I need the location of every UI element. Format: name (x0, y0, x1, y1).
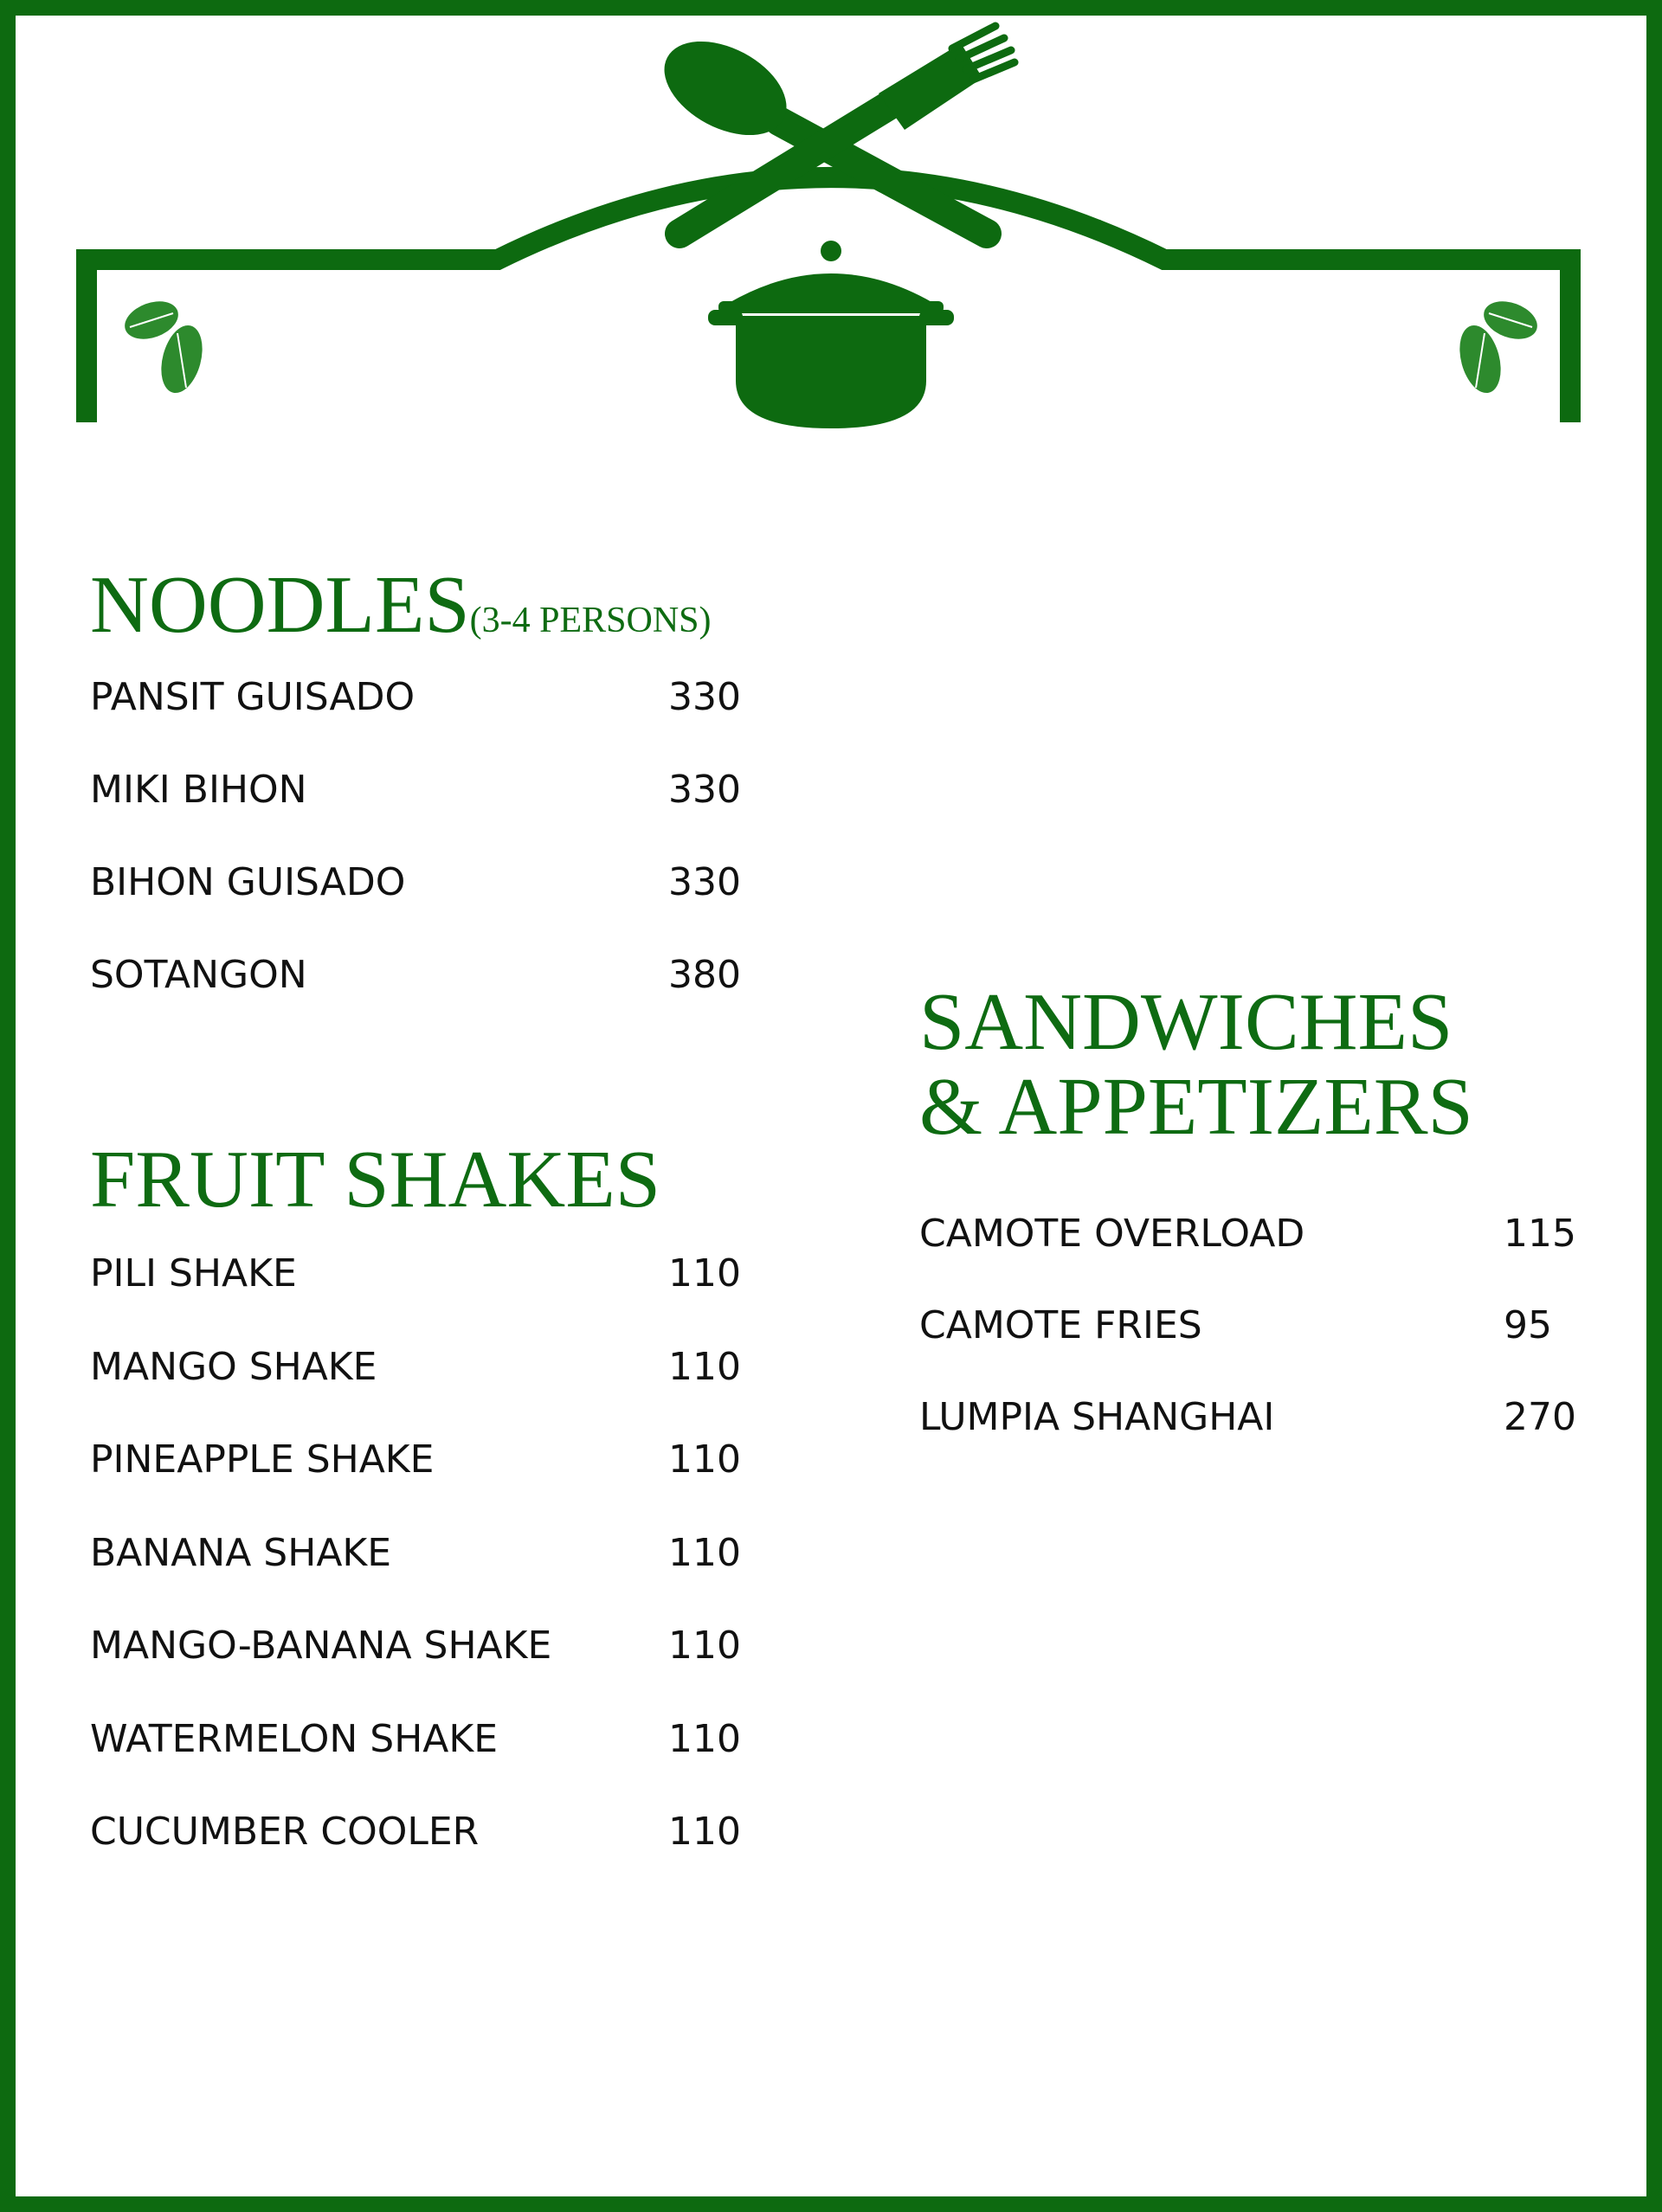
menu-item-name: CAMOTE OVERLOAD (919, 1212, 1305, 1256)
menu-item-price: 115 (1504, 1212, 1576, 1256)
menu-item-price: 110 (668, 1251, 741, 1296)
menu-item-price: 95 (1504, 1303, 1552, 1347)
menu-item (90, 1806, 748, 1858)
sandwiches-title-line1: SANDWICHES (919, 977, 1453, 1067)
menu-item-name: SOTANGON (90, 953, 307, 997)
menu-item-name: MIKI BIHON (90, 768, 307, 812)
leaf-icon (119, 294, 209, 397)
menu-item-name: PANSIT GUISADO (90, 675, 416, 719)
spoon-icon (648, 23, 987, 234)
menu-item-price: 270 (1504, 1395, 1576, 1439)
cooking-pot-icon (708, 241, 954, 428)
menu-item-name: WATERMELON SHAKE (90, 1716, 499, 1761)
menu-item (90, 1434, 748, 1486)
menu-item (919, 1208, 1594, 1260)
menu-item-name: MANGO SHAKE (90, 1344, 377, 1389)
menu-item-name: CAMOTE FRIES (919, 1303, 1202, 1347)
menu-item (90, 672, 748, 723)
menu-item (90, 764, 748, 816)
menu-header-illustration (0, 0, 1662, 450)
menu-item (90, 1248, 748, 1300)
menu-item-name: PILI SHAKE (90, 1251, 297, 1296)
menu-item-name: PINEAPPLE SHAKE (90, 1437, 435, 1482)
menu-item-name: MANGO-BANANA SHAKE (90, 1624, 552, 1668)
menu-item-price: 330 (668, 860, 741, 904)
fruit-shakes-heading (90, 1135, 661, 1225)
menu-item-name: BIHON GUISADO (90, 860, 406, 904)
leaf-icon (1453, 294, 1543, 397)
menu-item (90, 949, 748, 1001)
menu-item-price: 330 (668, 768, 741, 812)
menu-item-price: 330 (668, 675, 741, 719)
menu-item-price: 110 (668, 1716, 741, 1761)
noodles-title: NOODLES (90, 560, 470, 650)
menu-item-name: LUMPIA SHANGHAI (919, 1395, 1275, 1439)
fruit-shakes-title: FRUIT SHAKES (90, 1135, 661, 1225)
menu-item (919, 1392, 1594, 1444)
menu-item-price: 110 (668, 1530, 741, 1575)
menu-item (90, 1341, 748, 1393)
menu-item-price: 110 (668, 1344, 741, 1389)
sandwiches-heading (919, 977, 1473, 1152)
menu-item (919, 1300, 1594, 1352)
noodles-heading (90, 560, 712, 650)
sandwiches-title-line2: & APPETIZERS (919, 1062, 1473, 1152)
menu-item-name: CUCUMBER COOLER (90, 1810, 480, 1854)
menu-item (90, 1527, 748, 1579)
menu-item (90, 857, 748, 909)
menu-item-price: 110 (668, 1810, 741, 1854)
menu-item (90, 1714, 748, 1765)
menu-item-price: 380 (668, 953, 741, 997)
menu-item-price: 110 (668, 1624, 741, 1668)
menu-item-price: 110 (668, 1437, 741, 1482)
menu-item (90, 1620, 748, 1672)
menu-item-name: BANANA SHAKE (90, 1530, 392, 1575)
noodles-subtitle: (3-4 PERSONS) (469, 601, 712, 640)
